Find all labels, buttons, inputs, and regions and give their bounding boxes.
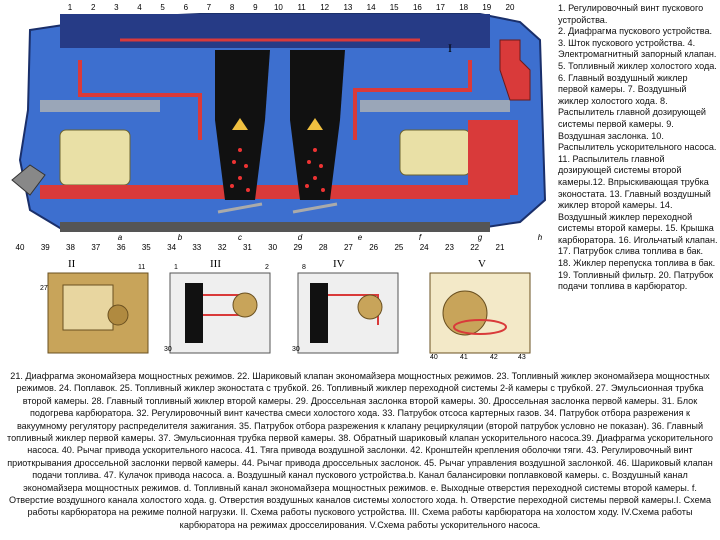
callout-6: 6 — [183, 3, 189, 12]
callout-32: 32 — [217, 243, 227, 252]
base-flange — [60, 222, 490, 232]
legend-text-right: 1. Регулировочный винт пускового устройства. 2. Диафрагма пускового устройства. 3. Шток пускового устройства. 4. Электромагнитный запорный клапан. 5. Топливный жиклер холостого хода. 6. Главный воздушный жиклер первой камеры. 7. Воздушный жиклер холостого хода. 8. Распылитель главной дозирующей системы первой камеры. 9. Воздушная заслонка. 10. Распылитель ускорительного насоса. 11. Распылитель главной дозирующей системы второй камеры.12. Впрыскивающая трубка эконостата. 13. Главный воздушный жиклер второй камеры. 14. Воздушный жиклер переходной системы второй камеры. 15. Крышка карбюратора. 16. Игольчатый клапан. 17. Патрубок слива топлива в бак. 18. Жиклер перепуска топлива в бак. 19. Топливный фильтр. 20. Патрубок подачи топлива в карбюратор. — [558, 3, 718, 292]
svg-text:IV: IV — [333, 258, 345, 270]
callout-21: 21 — [495, 243, 505, 252]
schematic-views — [0, 255, 555, 365]
svg-text:11: 11 — [138, 264, 146, 271]
callout-11: 11 — [297, 3, 306, 12]
svg-text:1: 1 — [174, 264, 178, 271]
callout-39: 39 — [40, 243, 50, 252]
callout-letter-g: g — [477, 233, 483, 242]
callout-20: 20 — [505, 3, 515, 12]
plate-right — [360, 100, 510, 112]
callout-37: 37 — [91, 243, 101, 252]
callout-33: 33 — [192, 243, 202, 252]
callout-12: 12 — [320, 3, 330, 12]
svg-text:40: 40 — [430, 354, 438, 361]
callout-28: 28 — [318, 243, 328, 252]
callout-25: 25 — [394, 243, 404, 252]
callout-numbers-bottom — [16, 243, 505, 252]
callout-2: 2 — [90, 3, 96, 12]
callout-letter-a: a — [117, 233, 123, 242]
carburetor-cutaway-diagram — [0, 0, 556, 255]
svg-text:27: 27 — [40, 285, 48, 292]
float-chamber-right — [400, 130, 470, 175]
callout-4: 4 — [137, 3, 142, 12]
callout-16: 16 — [412, 3, 422, 12]
carburetor-cover-shape — [60, 14, 490, 48]
callout-letter-d: d — [297, 233, 303, 242]
roman-numeral-I: I — [448, 41, 452, 55]
callout-30: 30 — [268, 243, 278, 252]
svg-text:30: 30 — [164, 346, 172, 353]
callout-letter-f: f — [418, 233, 422, 242]
svg-text:8: 8 — [302, 264, 306, 271]
callout-5: 5 — [160, 3, 165, 12]
callout-36: 36 — [116, 243, 126, 252]
float-chamber-left — [60, 130, 130, 185]
svg-text:V: V — [478, 258, 486, 270]
callout-7: 7 — [206, 3, 212, 12]
view-V — [420, 255, 542, 363]
svg-text:2: 2 — [265, 264, 269, 271]
svg-text:42: 42 — [490, 354, 498, 361]
callout-40: 40 — [15, 243, 25, 252]
callout-38: 38 — [66, 243, 75, 252]
callout-29: 29 — [293, 243, 303, 252]
legend-text-bottom: 21. Диафрагма экономайзера мощностных режимов. 22. Шариковый клапан экономайзера мощностных режимов. 23. Топливный жиклер экономайзера мощностных режимов. 24. Поплавок. 25. Топливный жиклер эконостата с трубкой. 26. Топливный жиклер переходной системы 2-й камеры с трубкой. 27. Эмульсионная трубка второй камеры. 28. Главный топливный жиклер второй камеры. 29. Дроссельная заслонка второй камеры. 30. Дроссельная заслонка первой камеры. 31. Блок подогрева карбюратора. 32. Регулировочный винт качества смеси холостого хода. 33. Патрубок отсоса картерных газов. 34. Патрубок отбора разрежения к вакуумному регулятору распределителя зажигания. 35. Патрубок отбора разрежения к клапану рециркуляции (второй патрубок условно не показан). 36. Главный топливный жиклер первой камеры. 37. Эмульсионная трубка первой камеры. 38. Обратный шариковый клапан ускорительного насоса.39. Диафрагма ускорительного насоса. 40. Рычаг привода ускорительного насоса. 41. Тяга привода воздушной заслонки. 42. Кронштейн крепления оболочки тяги. 43. Регулировочный винт приоткрывания дроссельной заслонки первой камеры. 44. Рычаг привода дроссельных заслонок. 45. Рычаг управления воздушной заслонкой. 46. Шариковый клапан подачи топлива. 47. Кулачок привода насоса. а. Воздушный канал пускового устройства.b. Канал балансировки поплавковой камеры. с. Воздушный канал экономайзера мощностных режимов. d. Топливный канал экономайзера мощностных режимов. е. Выходные отверстия переходной системы второй камеры. f. Отверстие воздушного канала холостого хода. g. Отверстия воздушных каналов системы холостого хода. h. Отверстие переходной системы первой камеры.I. Схема работы карбюратора на режиме полной нагрузки. II. Схема работы пускового устройства. III. Схема работы карбюратора на холостом ходу. IV.Схема работы карбюратора на режимах дросселирования. V.Схема работы ускорительного насоса. — [7, 371, 713, 530]
fuel-level-right — [468, 120, 518, 195]
fuel-level-bottom — [40, 185, 510, 199]
callout-3: 3 — [114, 3, 119, 12]
callout-27: 27 — [343, 243, 353, 252]
callout-31: 31 — [242, 243, 252, 252]
callout-22: 22 — [470, 243, 480, 252]
callout-8: 8 — [229, 3, 235, 12]
callout-letters — [118, 233, 543, 242]
callout-19: 19 — [482, 3, 492, 12]
callout-1: 1 — [67, 3, 73, 12]
callout-numbers-top — [68, 3, 515, 12]
plate-left — [40, 100, 160, 112]
callout-letter-e: e — [357, 233, 363, 242]
svg-text:43: 43 — [518, 354, 526, 361]
callout-24: 24 — [419, 243, 429, 252]
callout-letter-h: h — [537, 233, 543, 242]
callout-34: 34 — [167, 243, 177, 252]
svg-text:II: II — [68, 258, 76, 270]
callout-letter-c: c — [238, 233, 242, 242]
callout-26: 26 — [369, 243, 379, 252]
svg-text:III: III — [210, 258, 221, 270]
view-II — [38, 255, 160, 363]
callout-18: 18 — [459, 3, 469, 12]
callout-9: 9 — [253, 3, 258, 12]
callout-15: 15 — [389, 3, 399, 12]
view-IV — [288, 255, 410, 363]
svg-text:30: 30 — [292, 346, 300, 353]
view-III — [160, 255, 282, 363]
callout-23: 23 — [445, 243, 454, 252]
callout-10: 10 — [273, 3, 283, 12]
callout-letter-b: b — [177, 233, 183, 242]
callout-14: 14 — [366, 3, 376, 12]
callout-17: 17 — [436, 3, 445, 12]
svg-text:41: 41 — [460, 354, 468, 361]
callout-35: 35 — [141, 243, 151, 252]
callout-13: 13 — [343, 3, 353, 12]
